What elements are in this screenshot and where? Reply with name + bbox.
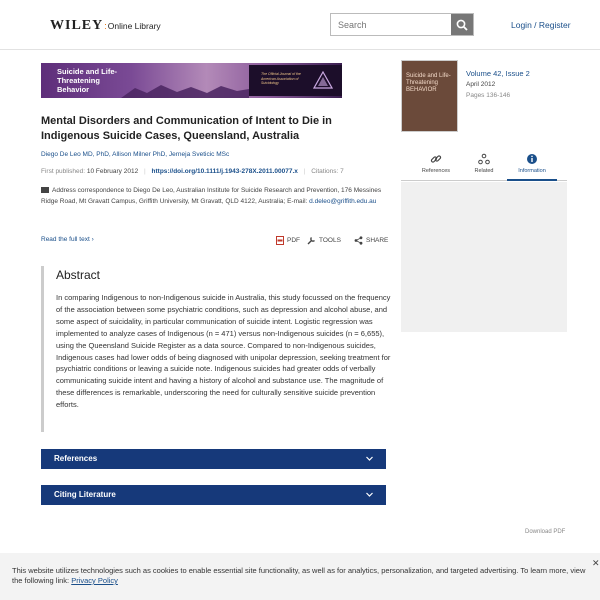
tools-label: TOOLS xyxy=(319,237,341,244)
login-register-link[interactable]: Login / Register xyxy=(511,20,571,30)
abstract-text: In comparing Indigenous to non-Indigenous suicide in Australia, this study focussed on the frequency of the association between some psychiatric conditions, such as depression and alcohol abuse, and some aspect of suicidality, in particular communication of suicide intent. Logistic regression was implemented to analyze cases of Indigenous (n = 471) versus non-Indigenous suicides (n = 6,655), using the Queensland Suicide Register as a data source. Compared to non-Indigenous suicides, Indigenous cases had lower odds of being diagnosed with unipolar depression, seeking treatment for psychiatric conditions or leaving a suicide note. Indigenous suicides had greater odds of verbally communicating suicide intent and having a history of alcohol and substance use. The magnitude of these differences is remarkable, underscoring the need for culturally sensitive suicide prevention efforts. xyxy=(56,293,391,410)
pdf-label: PDF xyxy=(287,237,300,244)
abstract-heading: Abstract xyxy=(56,268,101,282)
doi-link[interactable]: https://doi.org/10.1111/j.1943-278X.2011.00077.x xyxy=(151,168,298,175)
article-authors[interactable]: Diego De Leo MD, PhD, Allison Milner PhD, Jerneja Sveticic MSc xyxy=(41,151,230,158)
wiley-logo[interactable] xyxy=(50,18,161,34)
chevron-down-icon xyxy=(365,490,374,499)
share-button[interactable] xyxy=(354,236,388,245)
banner-association xyxy=(249,65,342,96)
read-full-text-link[interactable] xyxy=(41,236,94,243)
aas-logo-icon xyxy=(313,71,333,89)
cookie-message: This website utilizes technologies such as cookies to enable essential site functionality, as well as for analytics, personalization, and targeted advertising. To learn more, view the following link: xyxy=(12,566,586,585)
search-icon xyxy=(456,19,468,31)
site-header xyxy=(0,0,600,50)
sidebar-tabs xyxy=(401,150,567,181)
tab-information-label: Information xyxy=(518,168,546,174)
tools-button[interactable] xyxy=(307,236,341,245)
wrench-icon xyxy=(307,236,316,245)
tab-information[interactable] xyxy=(507,150,557,181)
correspondence-text: Address correspondence to Diego De Leo, Australian Institute for Suicide Research and Prevention, 176 Messines Ridge Road, Mt Gravatt Campus, Griffith University, Mt Gravatt, QLD 4122, Australia; E-mail: xyxy=(41,187,382,205)
cookie-banner xyxy=(0,553,600,600)
issue-pages: Pages 136-146 xyxy=(466,92,511,99)
pdf-button[interactable] xyxy=(276,236,300,245)
logo-brand: WILEY xyxy=(50,18,104,33)
cover-title: Suicide and Life-Threatening BEHAVIOR xyxy=(406,73,451,93)
info-icon xyxy=(526,153,538,165)
privacy-policy-link[interactable]: Privacy Policy xyxy=(71,576,118,585)
search-input[interactable] xyxy=(331,14,451,35)
share-label: SHARE xyxy=(366,237,389,244)
citing-literature-accordion[interactable] xyxy=(41,485,386,505)
chevron-right-icon: › xyxy=(91,236,94,243)
abstract-section xyxy=(41,266,391,432)
tab-related-label: Related xyxy=(474,168,494,174)
related-icon xyxy=(478,153,490,165)
close-icon[interactable]: ✕ xyxy=(592,558,600,568)
email-link[interactable]: d.deleo@griffith.edu.au xyxy=(309,198,377,205)
read-full-text-label: Read the full text xyxy=(41,236,90,243)
volume-issue-link[interactable]: Volume 42, Issue 2 xyxy=(466,69,530,78)
mountains-graphic xyxy=(121,81,249,98)
tab-related[interactable] xyxy=(459,150,509,181)
pdf-icon xyxy=(276,236,284,245)
chevron-down-icon xyxy=(365,454,374,463)
logo-separator: : xyxy=(104,21,107,31)
first-published-date: 10 February 2012 xyxy=(86,168,139,175)
correspondence xyxy=(41,185,391,207)
search-box xyxy=(330,13,474,36)
tab-references-label: References xyxy=(421,168,451,174)
envelope-icon xyxy=(41,187,49,193)
article-meta: First published: 10 February 2012 | https://doi.org/10.1111/j.1943-278X.2011.00077.x | Citations: 7 xyxy=(41,168,344,175)
banner-journal-title: Suicide and Life-Threatening Behavior xyxy=(57,67,118,94)
article-actions xyxy=(41,236,389,248)
tab-references[interactable] xyxy=(411,150,461,181)
citations-count[interactable]: Citations: 7 xyxy=(311,168,344,175)
issue-date: April 2012 xyxy=(466,81,496,88)
citing-literature-label: Citing Literature xyxy=(54,490,116,499)
link-icon xyxy=(430,153,442,165)
journal-cover-image[interactable] xyxy=(401,60,458,132)
download-pdf-link[interactable]: Download PDF xyxy=(525,529,566,535)
first-published-label: First published: xyxy=(41,168,86,175)
banner-subtitle: The Official Journal of the American Association of Suicidology xyxy=(261,72,301,85)
references-accordion[interactable] xyxy=(41,449,386,469)
logo-text: Online Library xyxy=(107,21,161,31)
share-icon xyxy=(354,236,363,245)
information-panel xyxy=(401,182,567,332)
article-title: Mental Disorders and Communication of Intent to Die in Indigenous Suicide Cases, Queensland, Australia xyxy=(41,115,332,142)
references-label: References xyxy=(54,454,98,463)
journal-banner[interactable] xyxy=(41,63,342,98)
search-button[interactable] xyxy=(451,14,473,35)
cookie-text xyxy=(12,566,592,586)
